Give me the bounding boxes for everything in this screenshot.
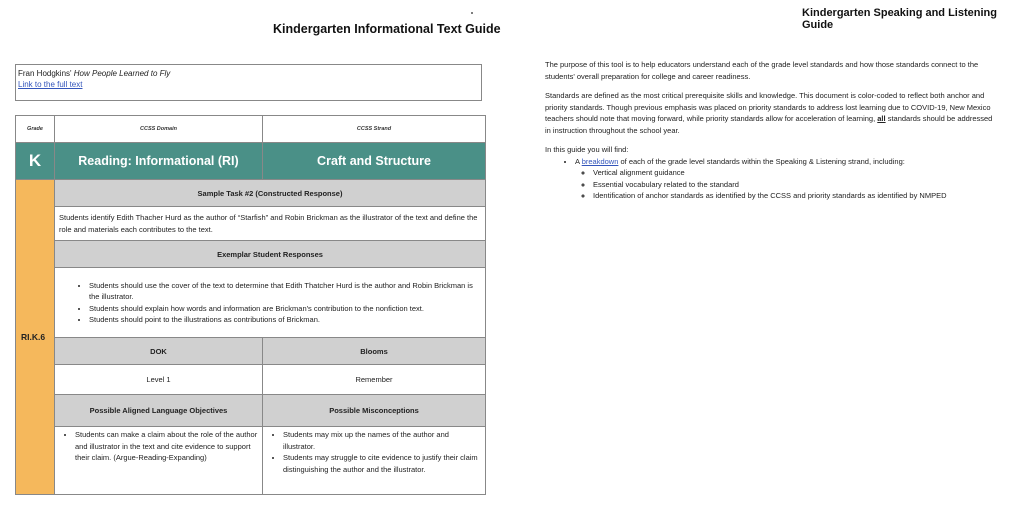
domain-value: Reading: Informational (RI) <box>55 143 263 180</box>
exemplar-label: Exemplar Student Responses <box>55 241 486 268</box>
standard-table <box>15 115 486 495</box>
misconceptions-label: Possible Misconceptions <box>263 395 486 427</box>
exemplar-responses <box>55 268 486 338</box>
guide-sub-item: ◦ Vertical alignment guidance <box>593 167 995 179</box>
guide-description <box>545 59 995 202</box>
breakdown-link[interactable]: breakdown <box>581 156 619 166</box>
objectives-label: Possible Aligned Language Objectives <box>55 395 263 427</box>
misconception-item: • Students may mix up the names of the author and illustrator. <box>283 429 481 452</box>
blooms-value: Remember <box>263 365 486 395</box>
standard-code: RI.K.6 <box>21 332 46 342</box>
exemplar-item: • Students should point to the illustrations as contributions of Brickman. <box>89 314 481 326</box>
left-page-title: Kindergarten Informational Text Guide <box>273 22 501 36</box>
stray-dot <box>471 12 473 14</box>
strand-value: Craft and Structure <box>263 143 486 180</box>
breakdown-bullet: • A breakdown of each of the grade level standards within the Speaking & Listening strand, including: ◦ Vertical alignment guidance ◦ Essential vocabulary related to the standard ◦ Identification of anchor standards as identified by the CCSS and priority standards as identified by NMPED <box>575 156 995 202</box>
right-page-title: Kindergarten Speaking and Listening Guide <box>802 7 997 31</box>
grade-header: Grade <box>16 116 55 143</box>
standard-code-cell <box>16 180 55 495</box>
emphasis-all: all <box>877 114 886 123</box>
grade-letter: K <box>16 143 55 180</box>
purpose-paragraph: The purpose of this tool is to help educators understand each of the grade level standards and how those standards connect to the students' overall preparation for college and career readiness. <box>545 60 979 81</box>
exemplar-item: • Students should use the cover of the text to determine that Edith Thatcher Hurd is the author and Robin Brickman is the illustrator. <box>89 280 481 303</box>
standards-paragraph: Standards are defined as the most critical prerequisite skills and knowledge. This document is color-coded to reflect both anchor and priority standards. Though previous emphasis was placed on priority standards to address lost learning due to COVID-19, New Mexico teachers should note that moving forward, while priority standards allow for acceleration of learning, all standards should be addressed in instruction throughout the school year. <box>545 91 993 135</box>
sample-task-text: Students identify Edith Thacher Hurd as the author of “Starfish” and Robin Brickman as the illustrator of the text and define the role and materials each contributes to the text. <box>55 207 486 241</box>
dok-value: Level 1 <box>55 365 263 395</box>
strand-header: CCSS Strand <box>263 116 486 143</box>
guide-intro: In this guide you will find: <box>545 145 629 154</box>
full-text-link[interactable]: Link to the full text <box>18 80 83 89</box>
book-citation <box>18 68 479 79</box>
dok-label: DOK <box>55 338 263 365</box>
sample-task-label: Sample Task #2 (Constructed Response) <box>55 180 486 207</box>
book-title: How People Learned to Fly <box>73 69 171 78</box>
misconceptions-list <box>263 427 486 495</box>
guide-sub-item: ◦ Essential vocabulary related to the standard <box>593 179 995 191</box>
objectives-list <box>55 427 263 495</box>
domain-header: CCSS Domain <box>55 116 263 143</box>
misconception-item: • Students may struggle to cite evidence to justify their claim distinguishing the author and the illustrator. <box>283 452 481 475</box>
blooms-label: Blooms <box>263 338 486 365</box>
book-author: Fran Hodgkins' <box>18 69 74 78</box>
book-reference-box <box>15 64 482 101</box>
objective-item: • Students can make a claim about the role of the author and illustrator in the text and cite evidence to support their claim. (Argue-Reading-Expanding) <box>75 429 258 464</box>
guide-sub-item: ◦ Identification of anchor standards as identified by the CCSS and priority standards as identified by NMPED <box>593 190 995 202</box>
exemplar-item: • Students should explain how words and information are Brickman's contribution to the nonfiction text. <box>89 303 481 315</box>
